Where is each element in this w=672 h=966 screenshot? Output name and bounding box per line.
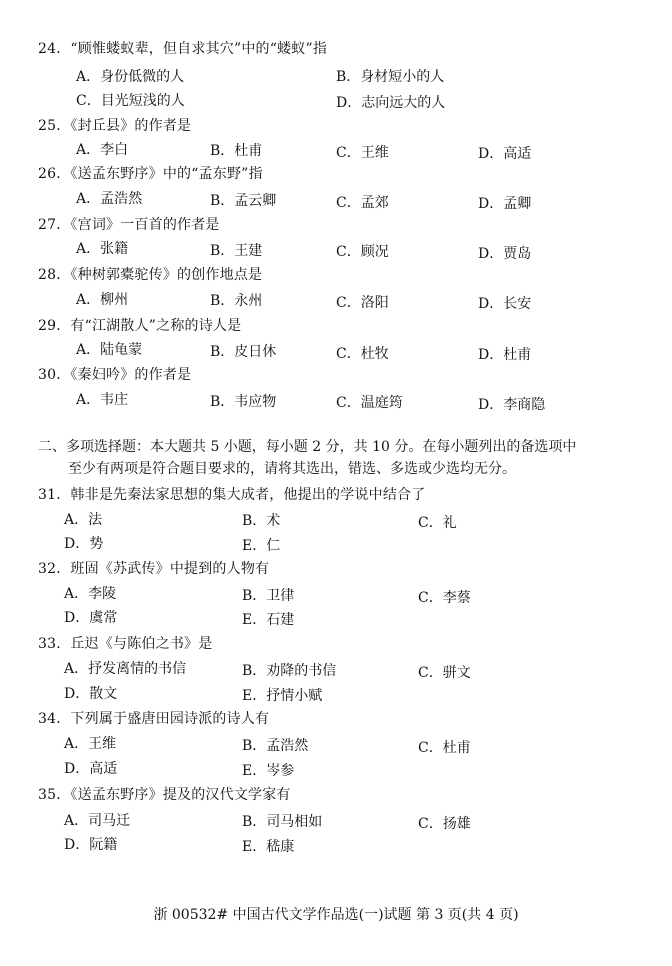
q33-option-e: E．抒情小赋 bbox=[242, 688, 323, 704]
question-25-stem: 25．《封丘县》的作者是 bbox=[38, 118, 192, 134]
section-2-instructions bbox=[38, 436, 638, 480]
q28-option-a: A．柳州 bbox=[76, 292, 129, 308]
q27-option-a: A．张籍 bbox=[76, 241, 129, 257]
q34-option-d: D．高适 bbox=[64, 761, 118, 777]
q33-option-b: B．劝降的书信 bbox=[242, 663, 337, 679]
q27-option-c: C．顾况 bbox=[336, 244, 389, 260]
q33-option-d: D．散文 bbox=[64, 686, 118, 702]
q35-option-e: E．嵇康 bbox=[242, 839, 295, 855]
q24-option-a: A．身份低微的人 bbox=[76, 69, 185, 85]
q28-option-b: B．永州 bbox=[210, 293, 263, 309]
question-34-stem: 34．下列属于盛唐田园诗派的诗人有 bbox=[38, 711, 270, 727]
q33-option-a: A．抒发离情的书信 bbox=[64, 661, 187, 677]
q35-option-b: B．司马相如 bbox=[242, 814, 323, 830]
q35-option-a: A．司马迁 bbox=[64, 813, 131, 829]
question-27-stem: 27．《宫词》一百首的作者是 bbox=[38, 217, 220, 233]
q31-option-c: C．礼 bbox=[418, 515, 457, 531]
question-32-stem: 32．班固《苏武传》中提到的人物有 bbox=[38, 561, 270, 577]
page-footer: 浙 00532# 中国古代文学作品选(一)试题 第 3 页(共 4 页) bbox=[153, 907, 519, 923]
q26-option-a: A．孟浩然 bbox=[76, 191, 143, 207]
q32-option-c: C．李蔡 bbox=[418, 590, 471, 606]
q24-option-c: C．目光短浅的人 bbox=[76, 93, 185, 109]
q26-option-c: C．孟郊 bbox=[336, 195, 389, 211]
question-31-stem: 31．韩非是先秦法家思想的集大成者，他提出的学说中结合了 bbox=[38, 487, 426, 503]
q30-option-d: D．李商隐 bbox=[478, 397, 546, 413]
question-30-stem: 30．《秦妇吟》的作者是 bbox=[38, 367, 192, 383]
section-2-line-1: 二、多项选择题：本大题共 5 小题，每小题 2 分，共 10 分。在每小题列出的备选项中 bbox=[38, 439, 577, 455]
q28-option-c: C．洛阳 bbox=[336, 295, 389, 311]
q29-option-d: D．杜甫 bbox=[478, 347, 532, 363]
question-29-stem: 29．有“江湖散人”之称的诗人是 bbox=[38, 318, 242, 334]
q35-option-c: C．扬雄 bbox=[418, 816, 471, 832]
q27-option-d: D．贾岛 bbox=[478, 246, 532, 262]
q31-option-b: B．术 bbox=[242, 513, 281, 529]
question-33-stem: 33．丘迟《与陈伯之书》是 bbox=[38, 636, 213, 652]
q26-option-d: D．孟卿 bbox=[478, 196, 532, 212]
q33-option-c: C．骈文 bbox=[418, 665, 471, 681]
q34-option-a: A．王维 bbox=[64, 736, 117, 752]
q30-option-b: B．韦应物 bbox=[210, 394, 277, 410]
q25-option-d: D．高适 bbox=[478, 146, 532, 162]
q25-option-b: B．杜甫 bbox=[210, 143, 263, 159]
question-28-stem: 28．《种树郭橐驼传》的创作地点是 bbox=[38, 267, 263, 283]
q29-option-b: B．皮日休 bbox=[210, 344, 277, 360]
q25-option-c: C．王维 bbox=[336, 145, 389, 161]
question-35-stem: 35．《送孟东野序》提及的汉代文学家有 bbox=[38, 787, 291, 803]
q30-option-c: C．温庭筠 bbox=[336, 395, 403, 411]
q32-option-a: A．李陵 bbox=[64, 586, 117, 602]
question-24-stem: 24．“顾惟蝼蚁辈，但自求其穴”中的“蝼蚁”指 bbox=[38, 41, 328, 57]
section-2-line-2: 至少有两项是符合题目要求的，请将其选出，错选、多选或少选均无分。 bbox=[68, 461, 516, 477]
q27-option-b: B．王建 bbox=[210, 243, 263, 259]
q30-option-a: A．韦庄 bbox=[76, 392, 129, 408]
q31-option-a: A．法 bbox=[64, 512, 103, 528]
q24-option-d: D．志向远大的人 bbox=[336, 95, 446, 111]
q26-option-b: B．孟云卿 bbox=[210, 193, 277, 209]
question-26-stem: 26．《送孟东野序》中的“孟东野”指 bbox=[38, 166, 263, 182]
q31-option-d: D．势 bbox=[64, 536, 104, 552]
q28-option-d: D．长安 bbox=[478, 296, 532, 312]
q25-option-a: A．李白 bbox=[76, 142, 129, 158]
q34-option-c: C．杜甫 bbox=[418, 740, 471, 756]
q32-option-b: B．卫律 bbox=[242, 588, 295, 604]
q32-option-d: D．虞常 bbox=[64, 610, 118, 626]
q34-option-b: B．孟浩然 bbox=[242, 738, 309, 754]
q32-option-e: E．石建 bbox=[242, 612, 295, 628]
q31-option-e: E．仁 bbox=[242, 538, 281, 554]
q29-option-c: C．杜牧 bbox=[336, 346, 389, 362]
q35-option-d: D．阮籍 bbox=[64, 837, 118, 853]
q29-option-a: A．陆龟蒙 bbox=[76, 342, 143, 358]
q34-option-e: E．岑参 bbox=[242, 763, 295, 779]
q24-option-b: B．身材短小的人 bbox=[336, 69, 445, 85]
